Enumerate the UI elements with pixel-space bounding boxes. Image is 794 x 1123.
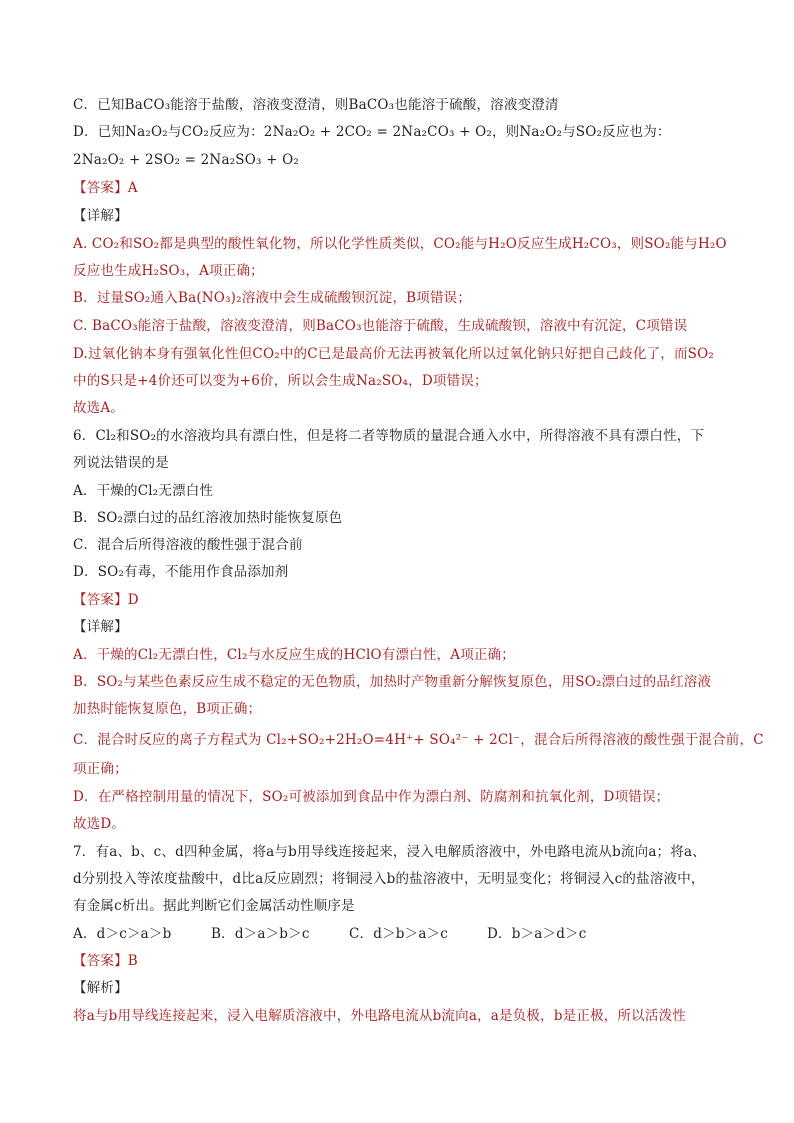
q7-option-d: D．b＞a＞d＞c (487, 926, 587, 942)
q6-stem-line2: 列说法错误的是 (73, 455, 169, 471)
q6-detail-label: 【详解】 (73, 619, 128, 635)
q7-stem-line2: d分别投入等浓度盐酸中，d比a反应剧烈；将铜浸入b的盐溶液中，无明显变化；将铜浸入c的盐溶液中， (73, 871, 705, 887)
q6-explanation-b-line1: B．SO₂与某些色素反应生成不稳定的无色物质，加热时产物重新分解恢复原色，用SO₂漂白过的品红溶液 (73, 674, 712, 690)
q5-conclusion: 故选A。 (73, 400, 125, 416)
q7-options (73, 924, 625, 944)
q5-explanation-c: C. BaCO₃能溶于盐酸，溶液变澄清，则BaCO₃也能溶于硫酸，生成硫酸钡，溶液中有沉淀，C项错误 (73, 318, 688, 334)
q6-explanation-b-line2: 加热时能恢复原色，B项正确； (73, 701, 262, 717)
q6-answer: 【答案】D (73, 592, 139, 608)
q5-option-d-line2: 2Na₂O₂ + 2SO₂ = 2Na₂SO₃ + O₂ (73, 152, 300, 168)
q5-explanation-d-line1: D.过氧化钠本身有强氧化性但CO₂中的C已是最高价无法再被氧化所以过氧化钠只好把自己歧化了，而SO₂ (73, 346, 714, 362)
q5-option-c: C．已知BaCO₃能溶于盐酸，溶液变澄清，则BaCO₃也能溶于硫酸，溶液变澄清 (73, 97, 559, 113)
q6-explanation-a: A．干燥的Cl₂无漂白性，Cl₂与水反应生成的HClO有漂白性，A项正确； (73, 647, 516, 663)
q6-option-a: A．干燥的Cl₂无漂白性 (73, 483, 214, 499)
q5-explanation-a-line2: 反应也生成H₂SO₃，A项正确； (73, 263, 264, 279)
q6-stem-line1: 6．Cl₂和SO₂的水溶液均具有漂白性，但是将二者等物质的量混合通入水中，所得溶液不具有漂白性，下 (73, 428, 705, 444)
q5-explanation-b: B．过量SO₂通入Ba(NO₃)₂溶液中会生成硫酸钡沉淀，B项错误； (73, 290, 472, 306)
q5-answer: 【答案】A (73, 180, 138, 196)
q6-explanation-d: D．在严格控制用量的情况下，SO₂可被添加到食品中作为漂白剂、防腐剂和抗氧化剂，D项错误； (73, 789, 670, 805)
q7-stem-line1: 7．有a、b、c、d四种金属，将a与b用导线连接起来，浸入电解质溶液中，外电路电流从b流向a；将a、 (73, 844, 706, 860)
q7-option-b: B．d＞a＞b＞c (211, 926, 310, 942)
q6-option-b: B．SO₂漂白过的品红溶液加热时能恢复原色 (73, 510, 343, 526)
q6-explanation-c-line2: 项正确； (73, 761, 128, 777)
q7-option-c: C．d＞b＞a＞c (349, 926, 449, 942)
q7-stem-line3: 有金属c析出。据此判断它们金属活动性顺序是 (73, 898, 355, 914)
q5-explanation-a-line1: A. CO₂和SO₂都是典型的酸性氧化物，所以化学性质类似，CO₂能与H₂O反应生成H₂CO₃，则SO₂能与H₂O (73, 236, 727, 252)
q7-option-a: A．d＞c＞a＞b (73, 926, 172, 942)
q6-option-d: D．SO₂有毒，不能用作食品添加剂 (73, 564, 289, 580)
q7-answer: 【答案】B (73, 953, 138, 969)
q7-analysis-line1: 将a与b用导线连接起来，浸入电解质溶液中，外电路电流从b流向a，a是负极，b是正极，所以活泼性 (73, 1008, 686, 1024)
q6-option-c: C．混合后所得溶液的酸性强于混合前 (73, 537, 303, 553)
q5-detail-label: 【详解】 (73, 208, 128, 224)
q5-explanation-d-line2: 中的S只是+4价还可以变为+6价，所以会生成Na₂SO₄，D项错误； (73, 373, 488, 389)
q6-conclusion: 故选D。 (73, 816, 126, 832)
q5-option-d-line1: D．已知Na₂O₂与CO₂反应为：2Na₂O₂ + 2CO₂ = 2Na₂CO₃ + O₂，则Na₂O₂与SO₂反应也为： (73, 124, 671, 140)
q6-explanation-c-line1: C．混合时反应的离子方程式为 Cl₂+SO₂+2H₂O=4H⁺+ SO₄²⁻ + 2Cl⁻，混合后所得溶液的酸性强于混合前，C (73, 732, 764, 748)
q7-analysis-label: 【解析】 (73, 980, 128, 996)
